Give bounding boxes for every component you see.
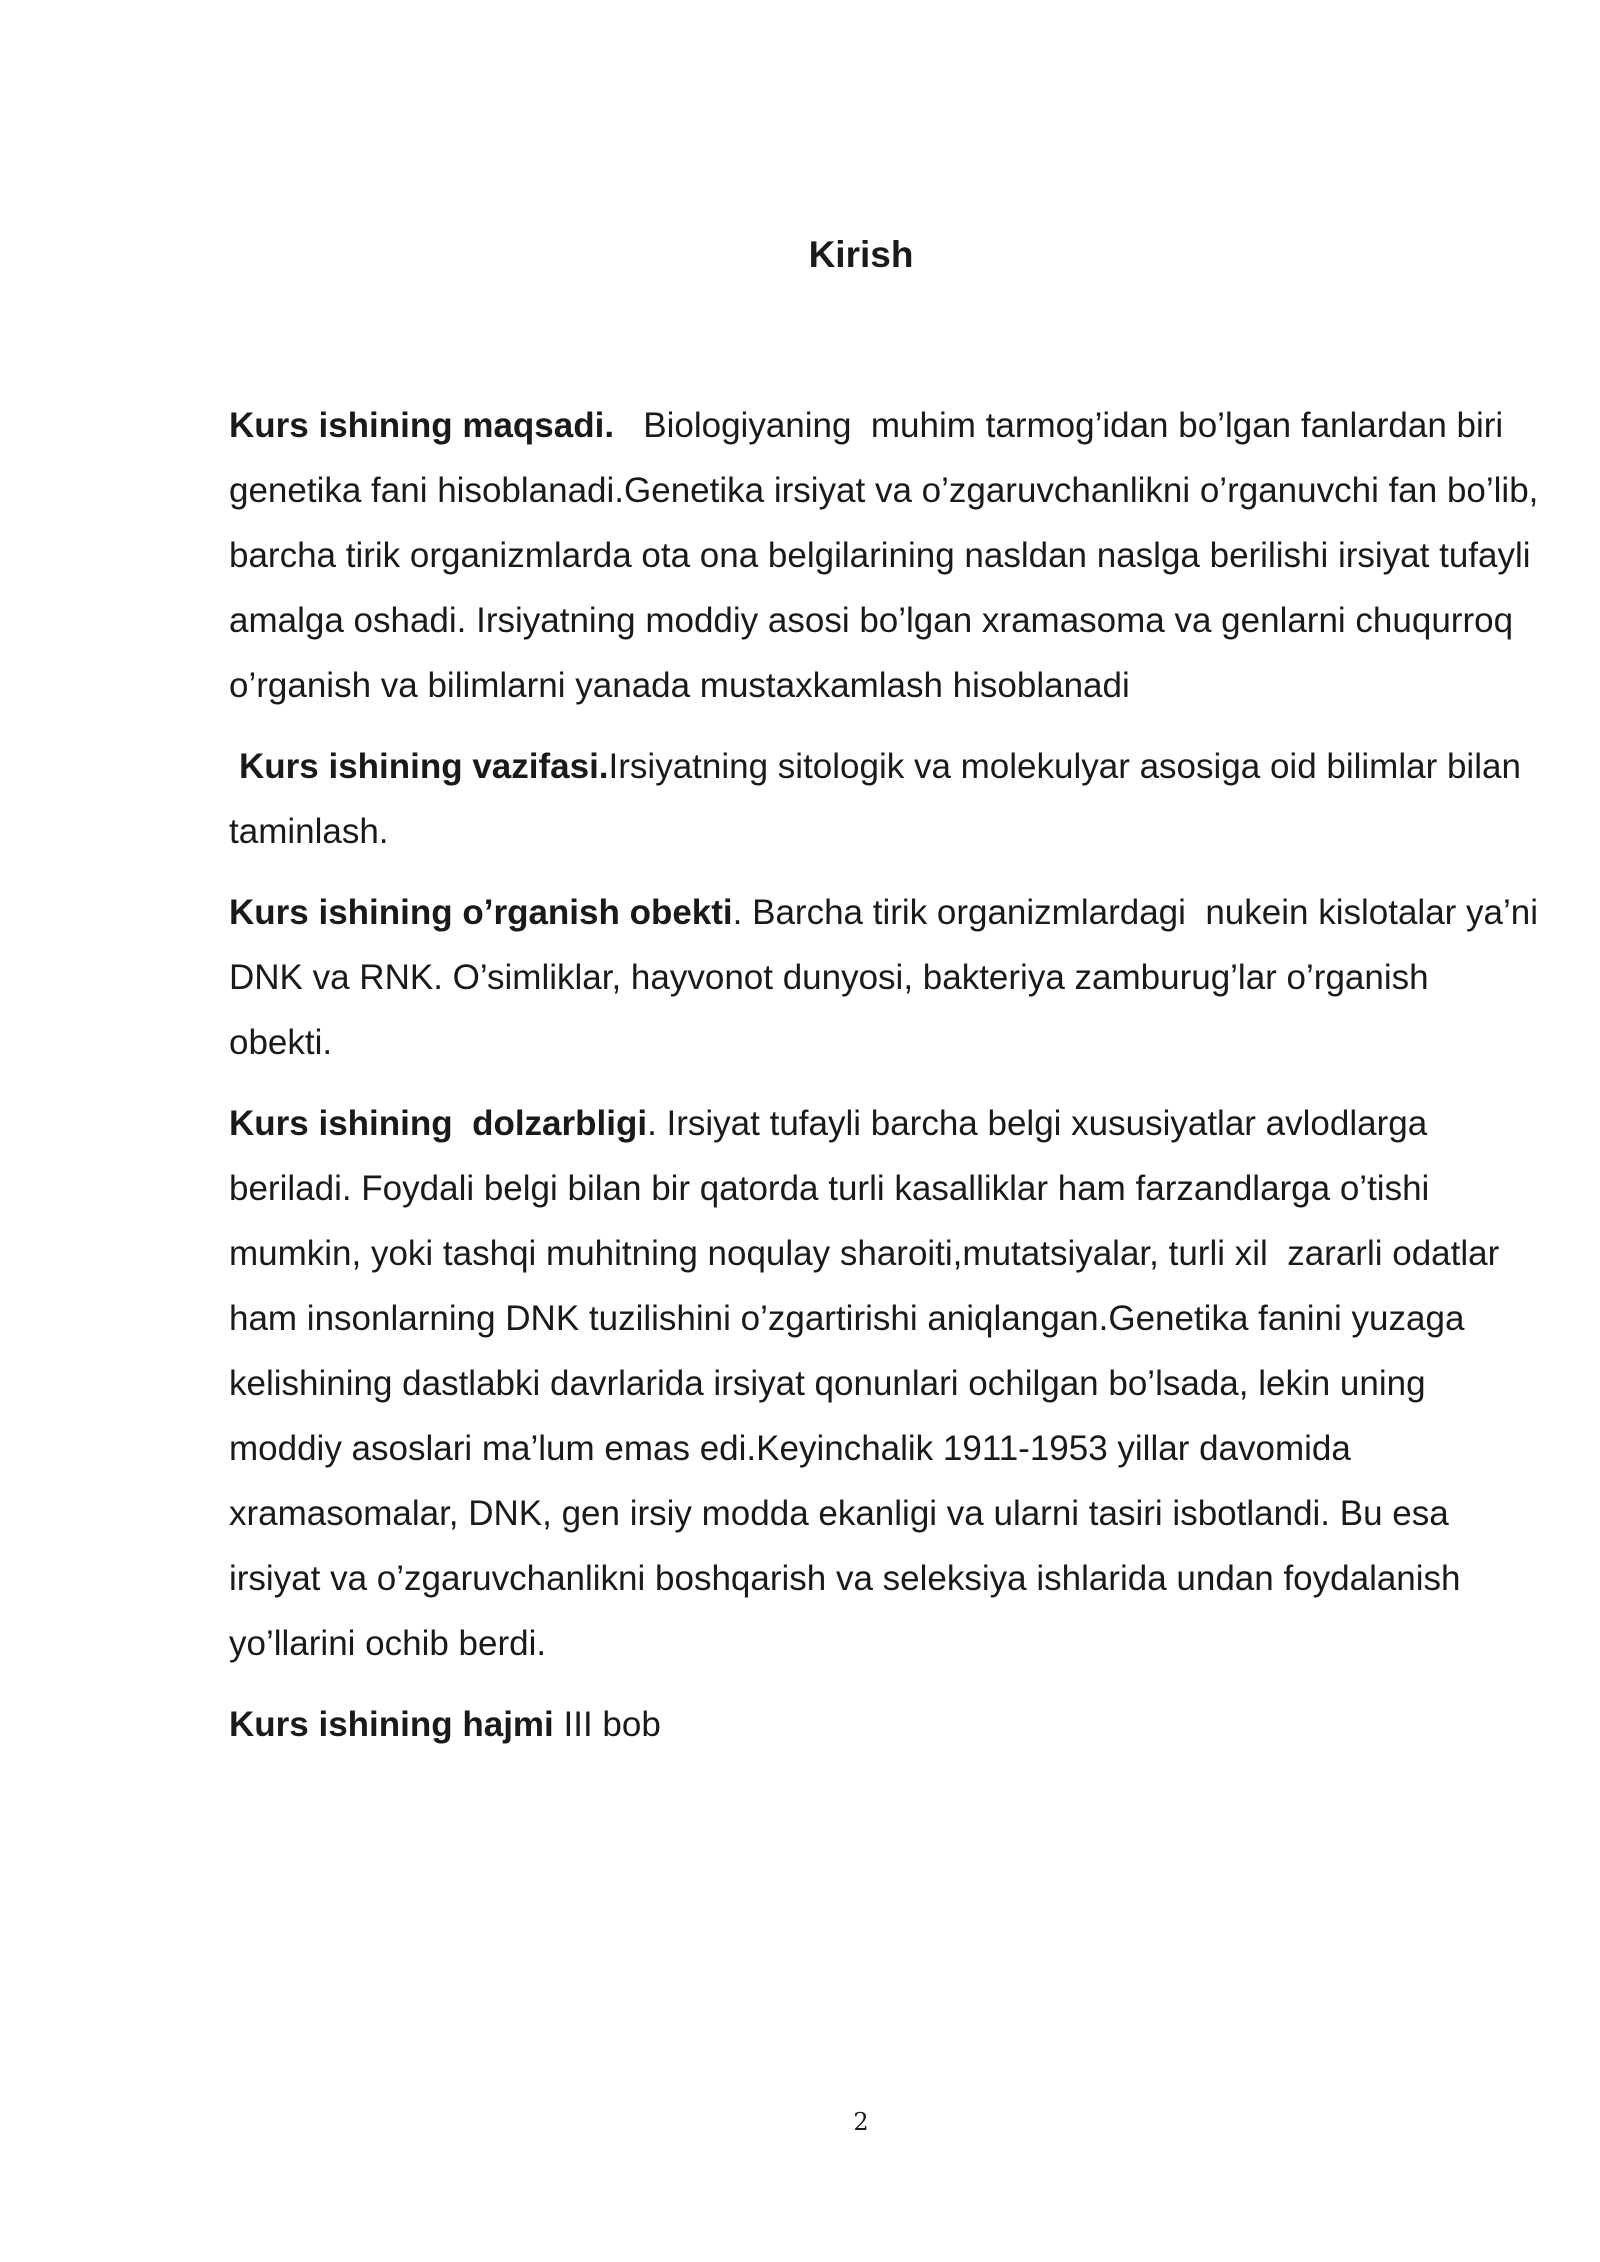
paragraph-heading: Kurs ishining o’rganish obekti — [229, 893, 733, 932]
paragraph-heading: Kurs ishining vazifasi. — [239, 747, 609, 786]
paragraph-text: Biologiyaning muhim tarmog’idan bo’lgan fanlardan biri genetika fani hisoblanadi.Genetika irsiyat va o’zgaruvchanlikni o’rganuvchi fan bo’lib, barcha tirik organizmlarda ota ona belgilarining nasldan naslga berilishi irsiyat tufayli amalga oshadi. Irsiyatning moddiy asosi bo’lgan xramasoma va genlarni chuqurroq o’rganish va bilimlarni yanada mustaxkamlash hisoblanadi — [229, 406, 1549, 705]
paragraph-text: . Barcha tirik organizmlardagi nukein kislotalar ya’ni DNK va RNK. O’simliklar, hayvonot dunyosi, bakteriya zamburug’lar o’rganish obekti. — [229, 893, 1548, 1062]
paragraph-dolzarbligi — [229, 1091, 1539, 1676]
paragraph-text: Irsiyatning sitologik va molekulyar asosiga oid bilimlar bilan taminlash. — [229, 747, 1521, 851]
paragraph-heading: Kurs ishining hajmi — [229, 1705, 554, 1744]
paragraph-text: . Irsiyat tufayli barcha belgi xususiyatlar avlodlarga beriladi. Foydali belgi bilan bir qatorda turli kasalliklar ham farzandlarga o’tishi mumkin, yoki tashqi muhitning noqulay sharoiti,mutatsiyalar, turli xil zararli odatlar ham insonlarning DNK tuzilishini o’zgartirishi aniqlangan.Genetika fanini yuzaga kelishining dastlabki davrlarida irsiyat qonunlari ochilgan bo’lsada, lekin uning moddiy asoslari ma’lum emas edi.Keyinchalik 1911-1953 yillar davomida xramasomalar, DNK, gen irsiy modda ekanligi va ularni tasiri isbotlandi. Bu esa irsiyat va o’zgaruvchanlikni boshqarish va seleksiya ishlarida undan foydalanish yo’llarini ochib berdi. — [229, 1104, 1519, 1663]
page-title: Kirish — [808, 234, 914, 275]
paragraph-heading: Kurs ishining maqsadi. — [229, 406, 615, 445]
paragraph-text: III bob — [553, 1705, 661, 1744]
paragraph-hajmi — [229, 1692, 1539, 1757]
paragraph-obekti — [229, 880, 1548, 1075]
paragraph-vazifasi — [229, 734, 1539, 864]
paragraph-heading: Kurs ishining dolzarbligi — [229, 1104, 648, 1143]
page-number: 2 — [853, 2108, 869, 2136]
document-body — [229, 393, 1549, 1773]
paragraph-maqsadi — [229, 393, 1549, 718]
